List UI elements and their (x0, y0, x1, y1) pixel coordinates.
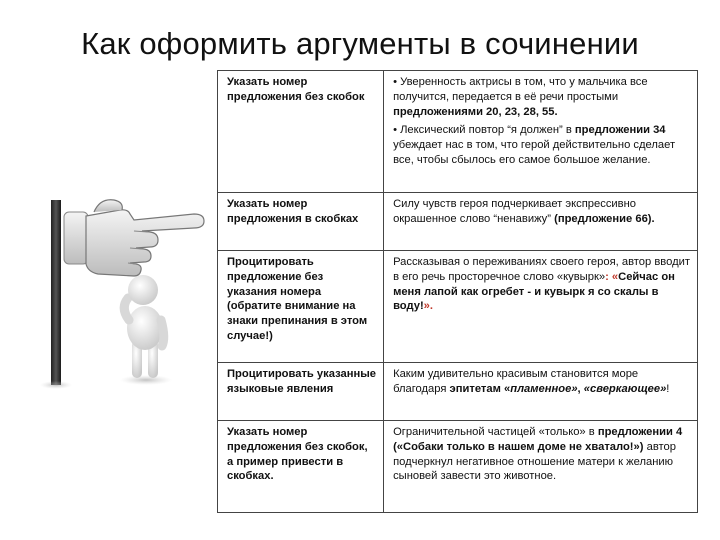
slide-title: Как оформить аргументы в сочинении (81, 26, 639, 61)
example-cell: Каким удивительно красивым становится море благодаря эпитетам «пламенное», «сверкающее»! (384, 363, 698, 421)
pointing-hand-signpost-illustration (24, 190, 224, 390)
rule-cell: Указать номер предложения в скобках (218, 193, 384, 251)
example-cell: Ограничительной частицей «только» в предложении 4 («Собаки только в нашем доме не хватало!») автор подчеркнул негативное отношение матери к желанию сыновей завести это животное. (384, 421, 698, 513)
table-row (218, 421, 698, 513)
table-row (218, 193, 698, 251)
example-paragraph: • Лексический повтор “я должен” в предложении 34 убеждает нас в том, что герой действительно сделает все, чтобы сбылось его самое большое желание. (393, 124, 676, 166)
example-cell: Рассказывая о переживаниях своего героя, автор вводит в его речь просторечное слово «кувырк»: «Сейчас он меня лапой как огребет - и кувырк я со скалы в воду!». (384, 251, 698, 363)
table-row (218, 251, 698, 363)
signpost-pole (51, 200, 61, 385)
rule-cell: Указать номер предложения без скобок (218, 71, 384, 193)
example-cell (384, 71, 698, 193)
thinking-person-figure (120, 275, 172, 385)
example-paragraph: • Уверенность актрисы в том, что у мальчика все получится, передается в её речи простыми предложениями 20, 23, 28, 55. (393, 76, 648, 118)
hand-cuff (64, 212, 88, 264)
table-row (218, 363, 698, 421)
arguments-table (217, 70, 698, 513)
table-row (218, 71, 698, 193)
rule-cell: Указать номер предложения без скобок, а пример привести в скобках. (218, 421, 384, 513)
example-cell: Силу чувств героя подчеркивает экспрессивно окрашенное слово “ненавижу” (предложение 66). (384, 193, 698, 251)
pointing-hand-icon (86, 210, 204, 276)
rule-cell: Процитировать предложение без указания номера (обратите внимание на знаки препинания в этом случае!) (218, 251, 384, 363)
rule-cell: Процитировать указанные языковые явления (218, 363, 384, 421)
